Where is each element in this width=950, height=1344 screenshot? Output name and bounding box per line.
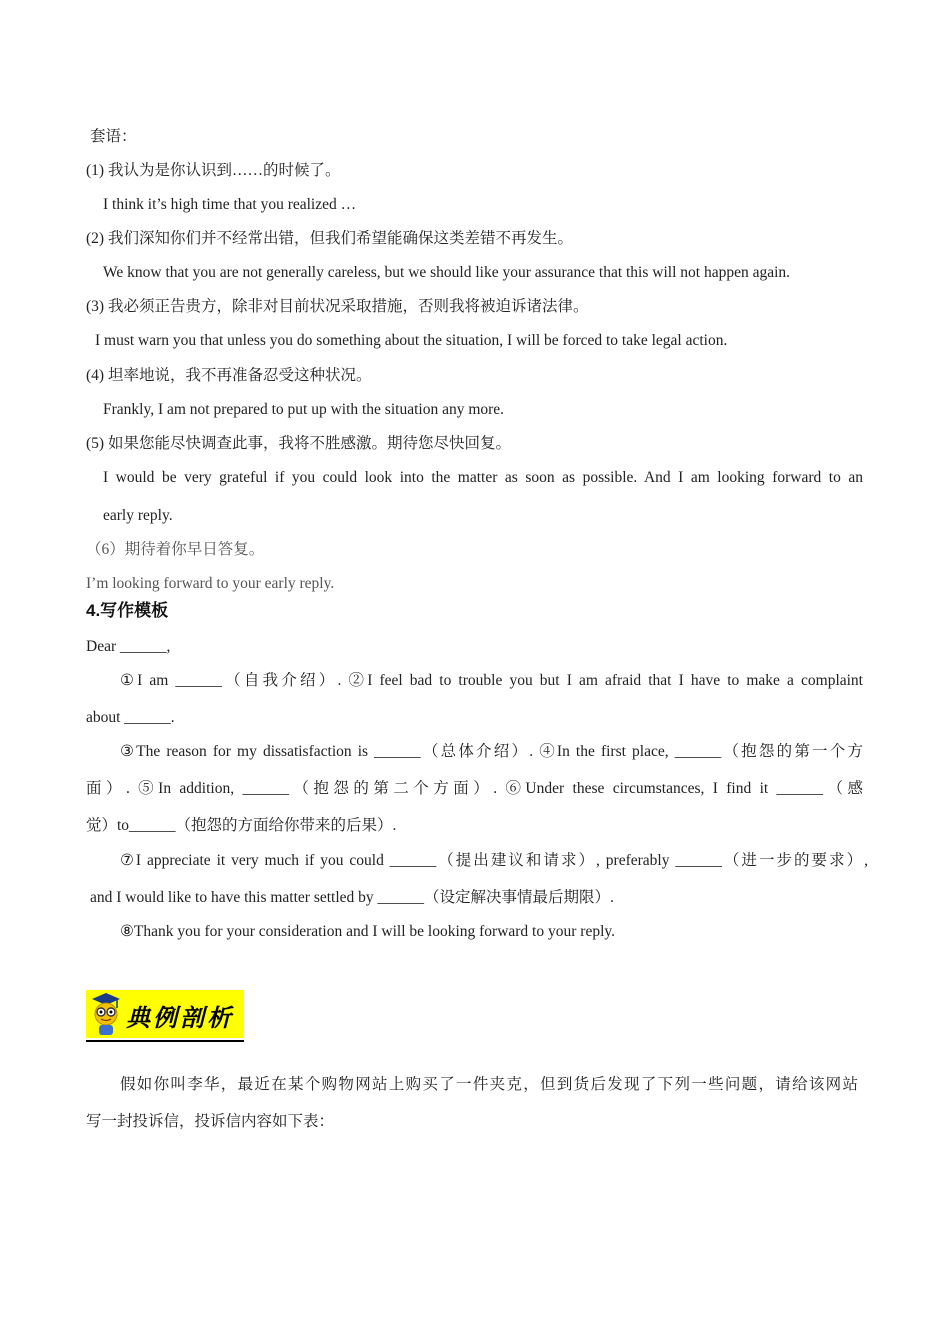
phrase-3-cn: (3) 我必须正告贵方，除非对目前状况采取措施，否则我将被迫诉诸法律。 — [86, 298, 589, 315]
example-prompt-line2: 写一封投诉信，投诉信内容如下表： — [86, 1113, 335, 1130]
phrase-5-en-line2: early reply. — [103, 507, 173, 524]
banner-underline — [86, 1040, 244, 1042]
template-p2-line3: 觉）to______（抱怨的方面给你带来的后果）. — [86, 817, 397, 834]
template-p2-line2: 面）. ⑤In addition, ______（抱怨的第二个方面）. ⑥Under these circumstances, I find it ______（感 — [86, 780, 863, 797]
phrase-1-cn: (1) 我认为是你认识到……的时候了。 — [86, 162, 341, 179]
mascot-icon — [86, 990, 126, 1038]
template-salutation: Dear ______, — [86, 638, 171, 655]
phrase-5-en-line1: I would be very grateful if you could look into the matter as soon as possible. And I am looking forward to an — [103, 469, 863, 486]
phrase-3-en: I must warn you that unless you do something about the situation, I will be forced to take legal action. — [95, 332, 728, 349]
example-prompt-line1: 假如你叫李华，最近在某个购物网站上购买了一件夹克，但到货后发现了下列一些问题，请给该网站 — [120, 1076, 858, 1093]
template-p3-line1: ⑦I appreciate it very much if you could ______（提出建议和请求）, preferably ______（进一步的要求）, — [120, 852, 868, 869]
phrase-4-cn: (4) 坦率地说，我不再准备忍受这种状况。 — [86, 367, 372, 384]
phrase-2-en: We know that you are not generally careless, but we should like your assurance that this will not happen again. — [103, 264, 791, 281]
template-title: 4.写作模板 — [86, 601, 169, 620]
template-p4: ⑧Thank you for your consideration and I will be looking forward to your reply. — [120, 923, 615, 940]
phrase-5-cn: (5) 如果您能尽快调查此事，我将不胜感激。期待您尽快回复。 — [86, 435, 511, 452]
phrases-heading: 套语： — [90, 128, 137, 145]
banner-label: 典例剖析 — [126, 1003, 234, 1032]
phrase-6-cn: （6）期待着你早日答复。 — [86, 541, 265, 558]
phrase-1-en: I think it’s high time that you realized … — [103, 196, 357, 213]
template-p2-line1: ③The reason for my dissatisfaction is ______（总体介绍）. ④In the first place, ______（抱怨的第一个方 — [120, 743, 863, 760]
template-p3-line2: and I would like to have this matter settled by ______（设定解决事情最后期限）. — [90, 889, 614, 906]
template-p1-line1: ①I am ______（自我介绍）. ②I feel bad to trouble you but I am afraid that I have to make a complaint — [120, 672, 863, 689]
template-p1-line2: about ______. — [86, 709, 175, 726]
phrase-2-cn: (2) 我们深知你们并不经常出错，但我们希望能确保这类差错不再发生。 — [86, 230, 573, 247]
phrase-6-en: I’m looking forward to your early reply. — [86, 575, 335, 592]
example-banner — [86, 990, 244, 1042]
phrase-4-en: Frankly, I am not prepared to put up with the situation any more. — [103, 401, 505, 418]
